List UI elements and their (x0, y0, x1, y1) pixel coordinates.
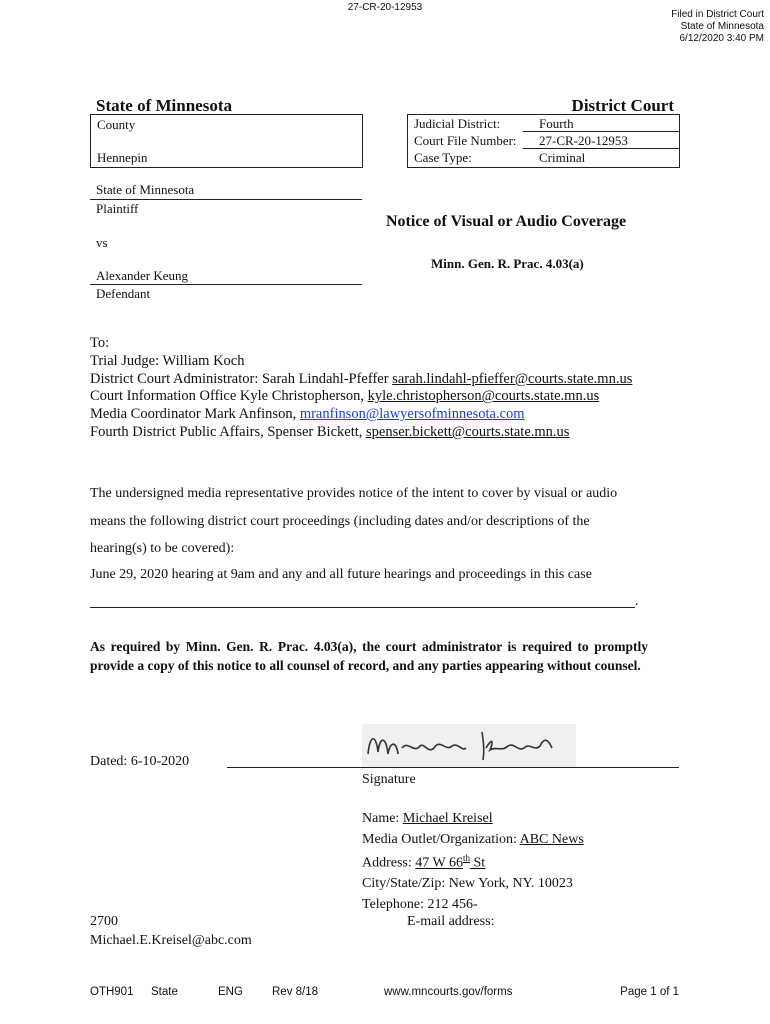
dated-line: Dated: 6-10-2020 (90, 754, 190, 769)
filed-stamp-line: Filed in District Court (671, 9, 764, 20)
filed-stamp (671, 9, 764, 45)
address-field (362, 853, 485, 872)
court-file-number-label: Court File Number: (414, 133, 517, 148)
telephone-continued: 2700 (90, 914, 118, 929)
footer-form-code: OTH901 (90, 986, 134, 998)
court-information-office-name: Court Information Office Kyle Christopherson, (90, 388, 368, 405)
city-label: City/State/Zip: (362, 876, 449, 891)
plaintiff-name: State of Minnesota (96, 182, 195, 197)
address-value: 47 W 66 (415, 855, 463, 871)
rule-citation: Minn. Gen. R. Prac. 4.03(a) (431, 256, 584, 271)
notice-line-3: hearing(s) to be covered): (90, 541, 235, 556)
court-administrator (90, 371, 632, 389)
address-label: Address: (362, 855, 416, 871)
telephone-label: Telephone: (362, 897, 428, 912)
media-coordinator-name: Media Coordinator Mark Anfinson, (90, 406, 300, 423)
to-label: To: (90, 335, 110, 351)
requirement-paragraph: As required by Minn. Gen. R. Prac. 4.03(a), the court administrator is required to promptly provide a copy of this notice to all counsel of record, and any parties appearing without counsel. (90, 639, 648, 673)
court-information-email-link[interactable]: kyle.christopherson@courts.state.mn.us (367, 388, 600, 405)
judicial-district-label: Judicial District: (414, 116, 501, 131)
court-file-number-value: 27-CR-20-12953 (539, 133, 628, 148)
case-type-value: Criminal (539, 150, 586, 165)
case-type-label: Case Type: (414, 150, 472, 165)
county-value: Hennepin (97, 150, 148, 165)
filed-stamp-line: State of Minnesota (680, 21, 764, 32)
signature-image (362, 724, 576, 768)
address-suffix: th (463, 853, 471, 863)
court-heading: District Court (571, 96, 674, 115)
defendant-name: Alexander Keung (96, 268, 189, 283)
notice-line-1: The undersigned media representative provides notice of the intent to cover by visual or audio (90, 486, 618, 501)
recipients-block (90, 335, 632, 442)
notice-line-2: means the following district court proceedings (including dates and/or descriptions of the (90, 514, 590, 529)
trial-judge: Trial Judge: William Koch (90, 352, 245, 369)
footer-revision: Rev 8/18 (272, 986, 319, 998)
blank-line-period: . (635, 594, 639, 609)
plaintiff-role: Plaintiff (96, 201, 139, 216)
media-outlet-label: Media Outlet/Organization: (362, 832, 520, 847)
media-outlet-value: ABC News (519, 832, 584, 847)
name-value: Michael Kreisel (402, 811, 493, 826)
state-heading: State of Minnesota (96, 96, 232, 115)
media-outlet-field (362, 832, 584, 848)
judicial-district-value: Fourth (539, 116, 574, 131)
city-state-zip-field (362, 876, 573, 892)
footer-website-link[interactable]: www.mncourts.gov/forms (384, 986, 513, 998)
defendant-role: Defendant (96, 286, 151, 301)
media-coordinator-email-link[interactable]: mranfinson@lawyersofminnesota.com (299, 406, 525, 423)
media-coordinator (90, 406, 632, 424)
city-value: New York, NY. 10023 (448, 876, 573, 891)
document-title: Notice of Visual or Audio Coverage (386, 213, 627, 230)
case-info-table (407, 114, 680, 168)
address-street: St (470, 855, 486, 871)
signature-scribble (362, 724, 576, 768)
court-administrator-email-link[interactable]: sarah.lindahl-pfieffer@courts.state.mn.us (392, 370, 633, 387)
county-label: County (97, 117, 136, 132)
footer-state: State (151, 986, 178, 998)
name-field (362, 811, 493, 827)
email-value: Michael.E.Kreisel@abc.com (90, 933, 252, 948)
county-box (90, 114, 363, 168)
footer-language: ENG (218, 986, 243, 998)
telephone-field (362, 897, 478, 913)
email-label: E-mail address: (407, 914, 495, 929)
public-affairs (90, 424, 632, 442)
telephone-value: 212 456- (427, 897, 478, 912)
versus-label: vs (96, 235, 108, 250)
coverage-description: June 29, 2020 hearing at 9am and any and all future hearings and proceedings in this case (90, 567, 592, 582)
footer-page-number: Page 1 of 1 (620, 986, 679, 998)
name-label: Name: (362, 811, 403, 826)
public-affairs-name: Fourth District Public Affairs, Spenser Bickett, (90, 423, 367, 440)
court-information-office (90, 388, 632, 406)
signature-label: Signature (362, 772, 416, 787)
header-file-number: 27-CR-20-12953 (347, 2, 423, 13)
public-affairs-email-link[interactable]: spenser.bickett@courts.state.mn.us (366, 423, 570, 440)
filed-stamp-line: 6/12/2020 3:40 PM (679, 33, 764, 44)
court-administrator-name: District Court Administrator: Sarah Lindahl-Pfeffer (90, 370, 393, 387)
